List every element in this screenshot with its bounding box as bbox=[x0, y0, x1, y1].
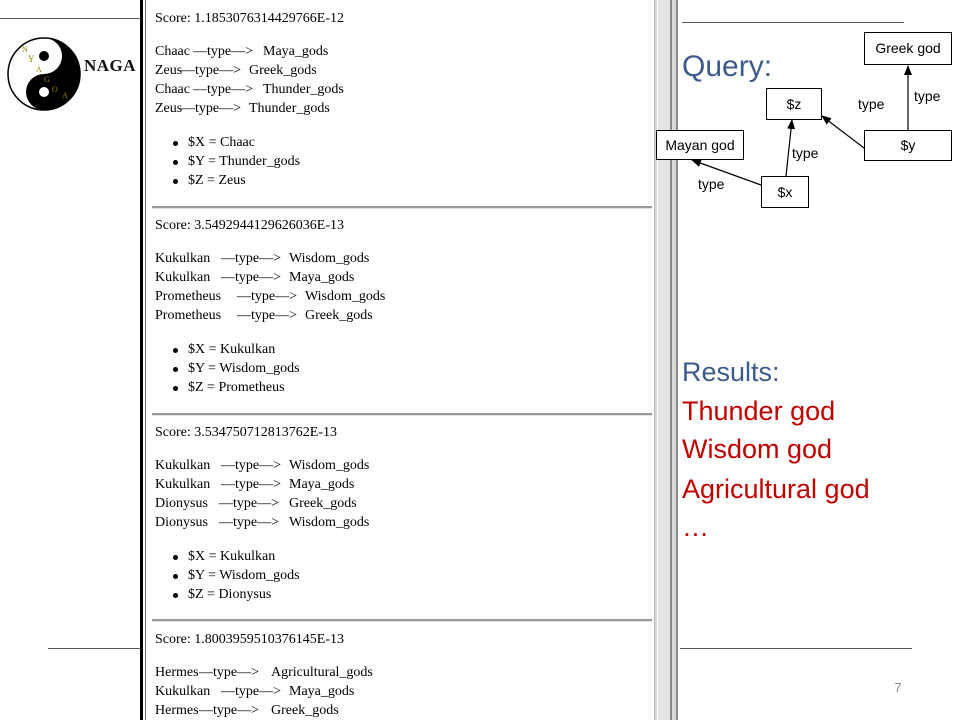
triple-predicate: —type—> bbox=[221, 458, 281, 473]
triple-subject: Zeus bbox=[155, 101, 183, 116]
triple-subject: Kukulkan bbox=[155, 270, 211, 285]
results-heading: Results: bbox=[682, 357, 780, 387]
triple-object: Maya_gods bbox=[289, 270, 355, 285]
binding-text: $Y = Thunder_gods bbox=[188, 154, 301, 169]
triple-object: Greek_gods bbox=[305, 308, 373, 323]
node-greek-god: Greek god bbox=[864, 32, 952, 65]
triple-object: Wisdom_gods bbox=[289, 458, 370, 473]
result-score: Score: 3.534750712813762E-13 bbox=[155, 425, 337, 440]
logo-glyph: Y bbox=[28, 54, 35, 64]
triple-subject: Kukulkan bbox=[155, 684, 211, 699]
triple-predicate: —type—> bbox=[181, 101, 241, 116]
binding-text: $Z = Zeus bbox=[188, 173, 246, 188]
triple-predicate: —type—> bbox=[199, 665, 259, 680]
node-mayan-god: Mayan god bbox=[656, 130, 744, 160]
result-item: Thunder god bbox=[682, 396, 836, 426]
edge-label-x-z: type bbox=[792, 145, 819, 161]
triple-predicate: —type—> bbox=[219, 515, 279, 530]
triple-object: Greek_gods bbox=[249, 63, 317, 78]
logo-glyph: G bbox=[44, 75, 50, 84]
node-y: $y bbox=[864, 130, 952, 161]
triple-object: Thunder_gods bbox=[249, 101, 330, 116]
binding-text: $Z = Dionysus bbox=[188, 587, 272, 602]
triple-object: Greek_gods bbox=[289, 496, 357, 511]
triple-subject: Prometheus bbox=[155, 308, 222, 323]
result-item: Agricultural god bbox=[682, 474, 870, 504]
logo-glyph: A bbox=[62, 91, 68, 100]
triple-object: Maya_gods bbox=[289, 477, 355, 492]
triple-subject: Zeus bbox=[155, 63, 183, 78]
node-z: $z bbox=[766, 88, 822, 120]
query-heading: Query: bbox=[682, 50, 773, 83]
triple-predicate: —type—> bbox=[221, 684, 281, 699]
logo-text: NAGA bbox=[84, 56, 137, 75]
edge-y-to-z bbox=[822, 116, 864, 148]
triple-subject: Kukulkan bbox=[155, 251, 211, 266]
binding-text: $Y = Wisdom_gods bbox=[188, 568, 300, 583]
triple-predicate: —type—> bbox=[199, 703, 259, 718]
triple-subject: Hermes bbox=[155, 703, 199, 718]
edge-label-y-greek: type bbox=[914, 88, 941, 104]
triple-predicate: —type—> bbox=[221, 251, 281, 266]
result-score: Score: 3.5492944129626036E-13 bbox=[155, 218, 344, 233]
triple-subject: Chaac bbox=[155, 82, 190, 97]
binding-text: $Z = Prometheus bbox=[188, 380, 285, 395]
triple-subject: Dionysus bbox=[155, 515, 208, 530]
result-score: Score: 1.1853076314429766E-12 bbox=[155, 11, 344, 26]
triple-object: Thunder_gods bbox=[263, 82, 344, 97]
result-item: Wisdom god bbox=[682, 434, 833, 464]
binding-text: $X = Chaac bbox=[188, 135, 255, 150]
edge-label-x-mayan: type bbox=[698, 176, 725, 192]
triple-subject: Kukulkan bbox=[155, 458, 211, 473]
result-item: … bbox=[682, 512, 709, 542]
logo-glyph: N bbox=[22, 45, 28, 54]
triple-object: Maya_gods bbox=[263, 44, 329, 59]
node-x: $x bbox=[761, 176, 809, 208]
triple-subject: Chaac bbox=[155, 44, 190, 59]
binding-text: $Y = Wisdom_gods bbox=[188, 361, 300, 376]
triple-object: Wisdom_gods bbox=[289, 251, 370, 266]
triple-predicate: —type—> bbox=[237, 289, 297, 304]
triple-object: Wisdom_gods bbox=[289, 515, 370, 530]
triple-object: Agricultural_gods bbox=[271, 665, 373, 680]
triple-subject: Prometheus bbox=[155, 289, 222, 304]
triple-predicate: —type—> bbox=[221, 270, 281, 285]
triple-object: Maya_gods bbox=[289, 684, 355, 699]
triple-predicate: —type—> bbox=[237, 308, 297, 323]
triple-subject: Kukulkan bbox=[155, 477, 211, 492]
result-score: Score: 1.8003959510376145E-13 bbox=[155, 632, 344, 647]
triple-object: Greek_gods bbox=[271, 703, 339, 718]
triple-object: Wisdom_gods bbox=[305, 289, 386, 304]
triple-predicate: —type—> bbox=[221, 477, 281, 492]
logo-glyph: O bbox=[52, 85, 58, 94]
slide-number: 7 bbox=[894, 680, 902, 695]
triple-predicate: —type—> bbox=[219, 496, 279, 511]
logo-glyph: A bbox=[36, 65, 42, 74]
triple-predicate: —type—> bbox=[193, 82, 253, 97]
triple-predicate: —type—> bbox=[193, 44, 253, 59]
binding-text: $X = Kukulkan bbox=[188, 549, 276, 564]
binding-text: $X = Kukulkan bbox=[188, 342, 276, 357]
triple-subject: Dionysus bbox=[155, 496, 208, 511]
triple-predicate: —type—> bbox=[181, 63, 241, 78]
edge-label-y-z: type bbox=[858, 96, 885, 112]
triple-subject: Hermes bbox=[155, 665, 199, 680]
